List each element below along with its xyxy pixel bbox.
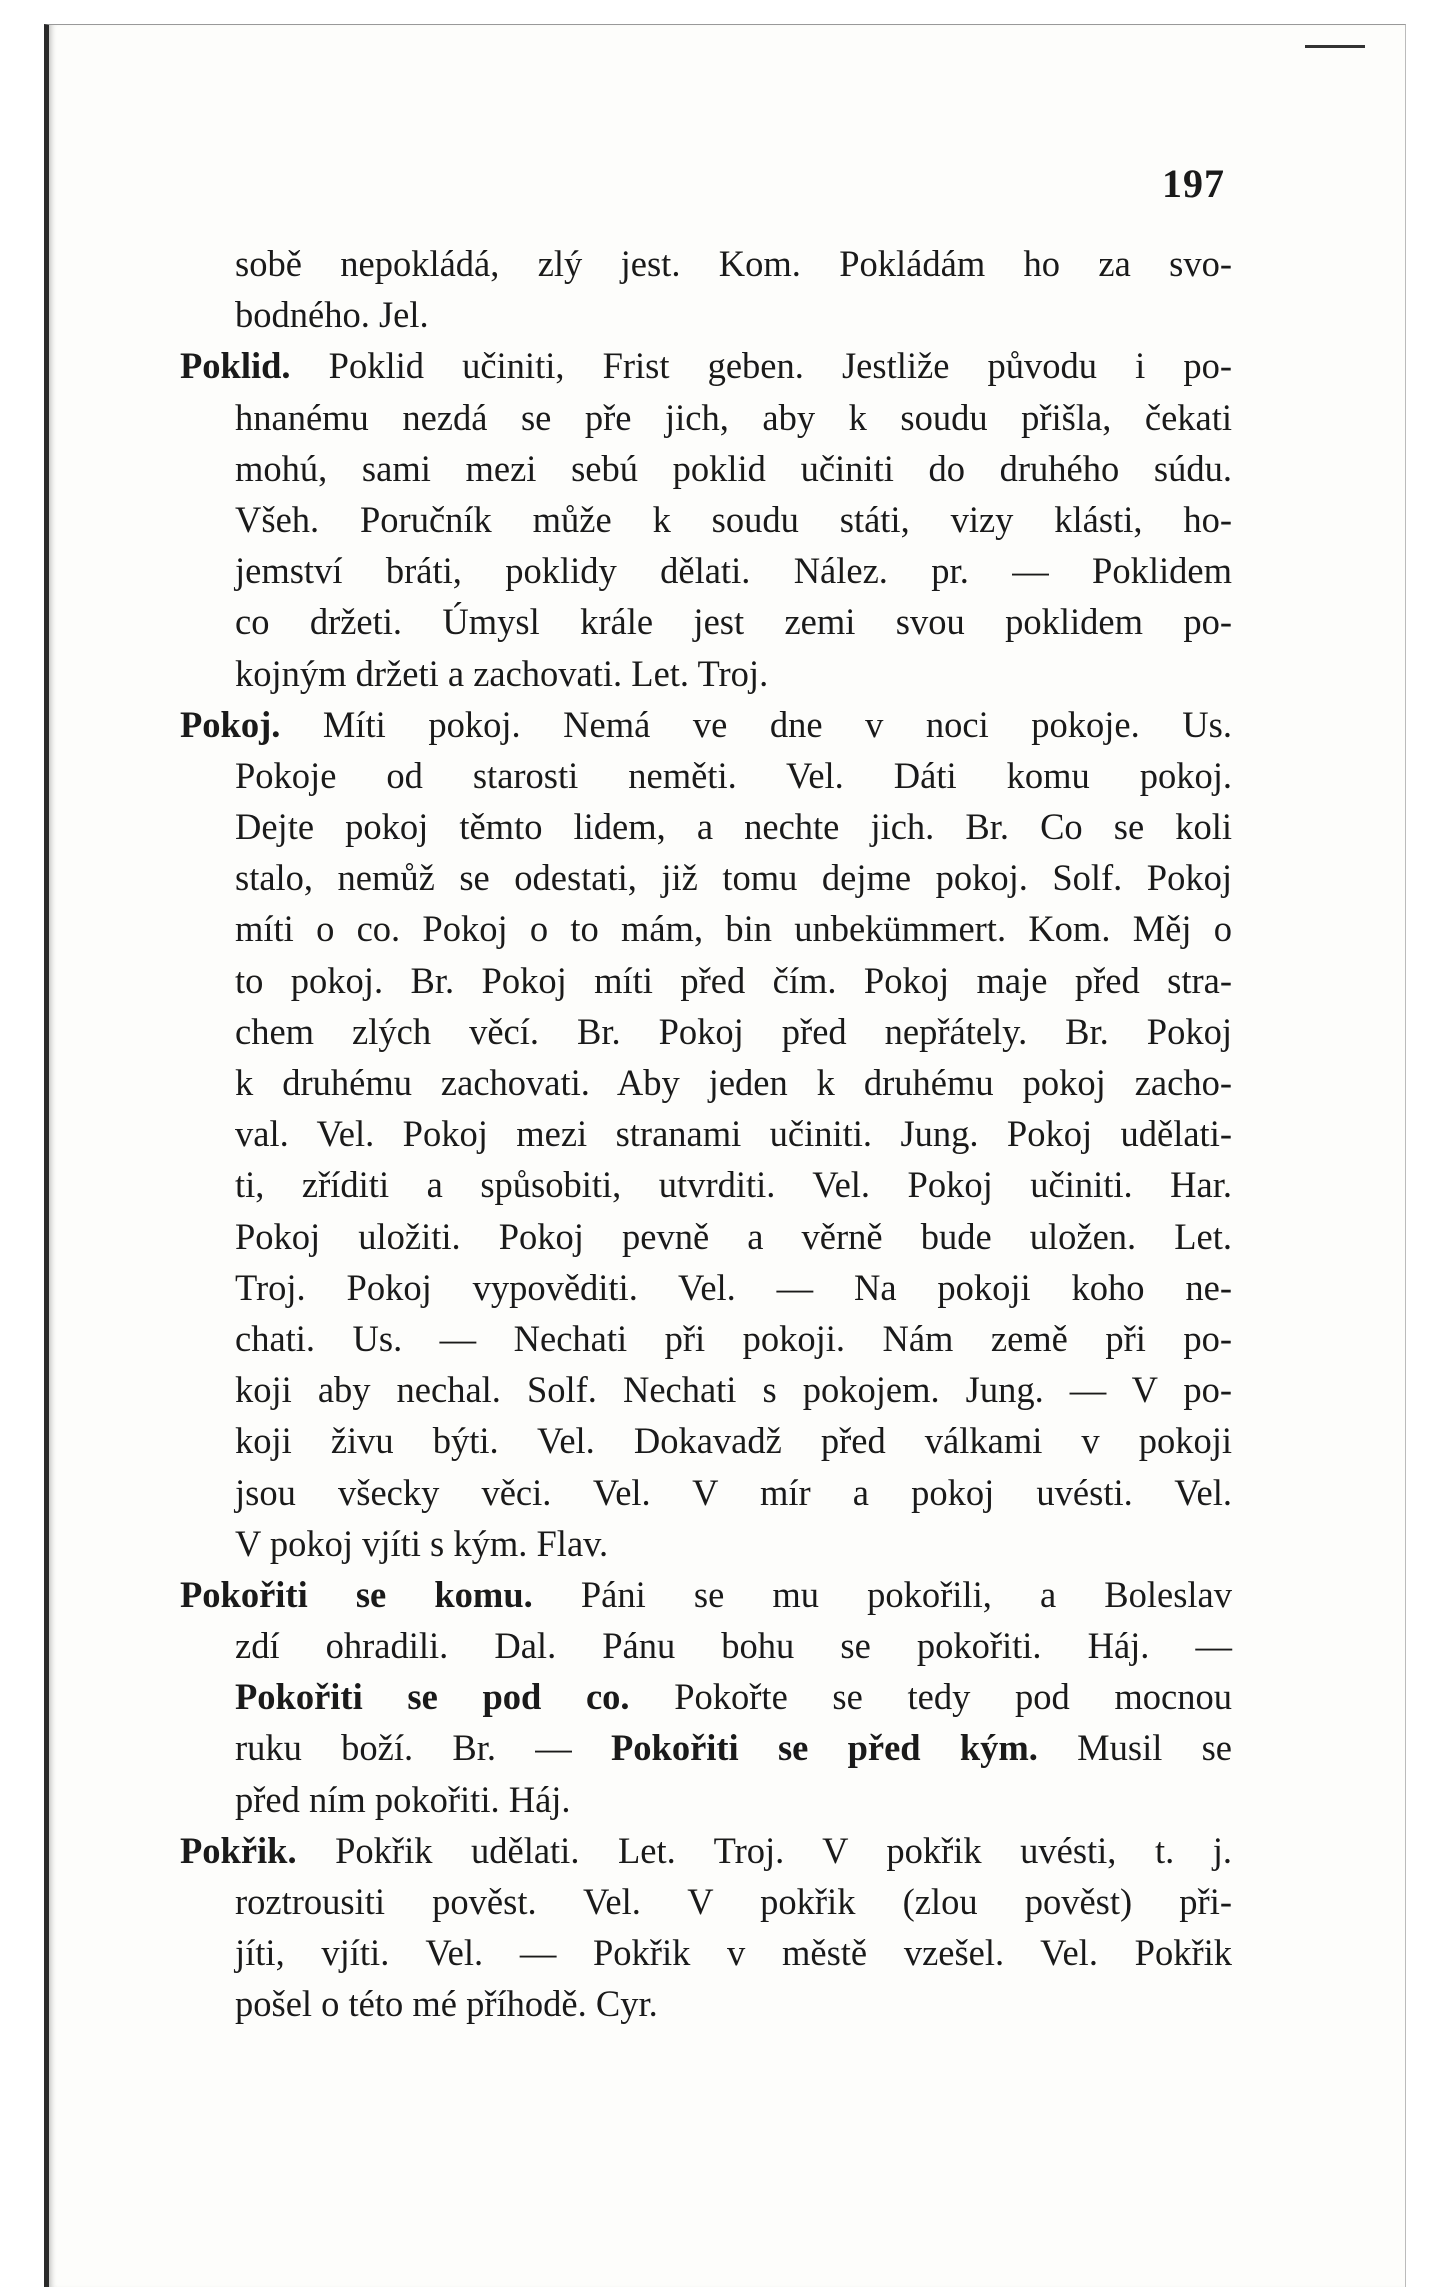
entry-text: roztrousiti pověst. Vel. V pokřik (zlou pověst) při- [235,1881,1232,1922]
entry-text: míti o co. Pokoj o to mám, bin unbekümmert. Kom. Měj o [235,908,1232,950]
entry-text: Pokřik udělati. Let. Troj. V pokřik uvésti, t. j. [296,1829,1232,1871]
text-line [180,1262,1232,1313]
entry-headword: Pokořiti se komu. [180,1573,533,1615]
text-line [180,648,1232,699]
text-line [180,1467,1232,1518]
entry-headword: Pokřik. [180,1829,297,1871]
entry-headword: Pokořiti se pod co. [235,1676,630,1718]
text-line [180,1518,1232,1569]
dictionary-text [180,238,1232,2030]
entry-text: hnanému nezdá se pře jich, aby k soudu přišla, čekati [235,396,1232,438]
entry-text: pošel o této mé příhodě. Cyr. [235,1983,658,2025]
text-line [180,545,1232,596]
text-line [180,596,1232,647]
text-line [180,1364,1232,1415]
text-line [180,392,1232,443]
entry-line [180,699,1232,750]
entry-text: Páni se mu pokořili, a Boleslav [532,1573,1232,1615]
text-line [180,1876,1232,1927]
page-number: 197 [1162,161,1225,206]
text-line [180,1671,1232,1722]
text-line [180,750,1232,801]
entry-headword: Pokoj. [180,703,281,745]
text-line [180,1978,1232,2029]
entry-text: val. Vel. Pokoj mezi stranami učiniti. Jung. Pokoj udělati- [235,1113,1232,1155]
text-line [180,1774,1232,1825]
entry-text: před ním pokořiti. Háj. [235,1778,571,1820]
entry-text: sobě nepokládá, zlý jest. Kom. Pokládám ho za svo- [235,243,1232,284]
entry-text: bodného. Jel. [235,294,429,336]
text-line [180,238,1232,289]
text-line [180,289,1232,340]
entry-text: koji živu býti. Vel. Dokavadž před válkami v pokoji [235,1420,1232,1462]
entry-text: Musil se [1037,1727,1233,1769]
entry-text: stalo, nemůž se odestati, již tomu dejme pokoj. Solf. Pokoj [235,857,1232,899]
text-line [180,801,1232,852]
entry-text: Troj. Pokoj vypověditi. Vel. — Na pokoji koho ne- [235,1266,1232,1308]
entry-text: chem zlých věcí. Br. Pokoj před nepřátely. Br. Pokoj [235,1010,1232,1052]
text-line [180,903,1232,954]
entry-text: kojným držeti a zachovati. Let. Troj. [235,652,769,694]
entry-text: jíti, vjíti. Vel. — Pokřik v městě vzešel. Vel. Pokřik [235,1932,1232,1974]
text-line [180,1927,1232,1978]
entry-text: mohú, sami mezi sebú poklid učiniti do druhého súdu. [235,447,1232,489]
entry-text: zdí ohradili. Dal. Pánu bohu se pokořiti. Háj. — [235,1625,1232,1667]
entry-text: Pokořte se tedy pod mocnou [629,1676,1233,1718]
entry-headword: Poklid. [180,345,291,387]
text-line [180,1159,1232,1210]
text-line [180,1415,1232,1466]
entry-line [180,340,1232,391]
entry-headword: Pokořiti se před kým. [610,1727,1038,1769]
entry-line [180,1825,1232,1876]
text-line [180,443,1232,494]
entry-text: V pokoj vjíti s kým. Flav. [235,1522,609,1564]
entry-text: co držeti. Úmysl krále jest zemi svou poklidem po- [235,601,1232,643]
text-line [180,852,1232,903]
scan-edge-mark [1305,45,1365,48]
entry-text: ruku boží. Br. — [235,1727,611,1769]
entry-text: k druhému zachovati. Aby jeden k druhému pokoj zacho- [235,1062,1232,1103]
text-line [180,955,1232,1006]
text-line [180,1108,1232,1159]
entry-text: Poklid učiniti, Frist geben. Jestliže původu i po- [290,345,1232,387]
entry-text: Pokoj uložiti. Pokoj pevně a věrně bude uložen. Let. [235,1215,1232,1257]
entry-text: koji aby nechal. Solf. Nechati s pokojem. Jung. — V po- [235,1369,1232,1411]
text-line [180,1211,1232,1262]
entry-text: Všeh. Poručník může k soudu státi, vizy klásti, ho- [235,498,1232,540]
entry-text: chati. Us. — Nechati při pokoji. Nám země při po- [235,1317,1232,1359]
text-line [180,1722,1232,1773]
entry-text: Míti pokoj. Nemá ve dne v noci pokoje. Us. [280,703,1232,745]
entry-text: ti, zříditi a spůsobiti, utvrditi. Vel. Pokoj učiniti. Har. [235,1164,1232,1206]
text-line [180,1313,1232,1364]
text-line [180,1006,1232,1057]
entry-text: to pokoj. Br. Pokoj míti před čím. Pokoj maje před stra- [235,959,1232,1001]
text-line [180,494,1232,545]
entry-text: jsou všecky věci. Vel. V mír a pokoj uvésti. Vel. [235,1471,1232,1513]
text-line [180,1620,1232,1671]
entry-text: Pokoje od starosti neměti. Vel. Dáti komu pokoj. [235,754,1232,796]
entry-line [180,1569,1232,1620]
entry-text: Dejte pokoj těmto lidem, a nechte jich. Br. Co se koli [235,806,1232,848]
entry-text: jemství bráti, poklidy dělati. Nález. pr. — Poklidem [235,550,1232,592]
text-line [180,1057,1232,1108]
